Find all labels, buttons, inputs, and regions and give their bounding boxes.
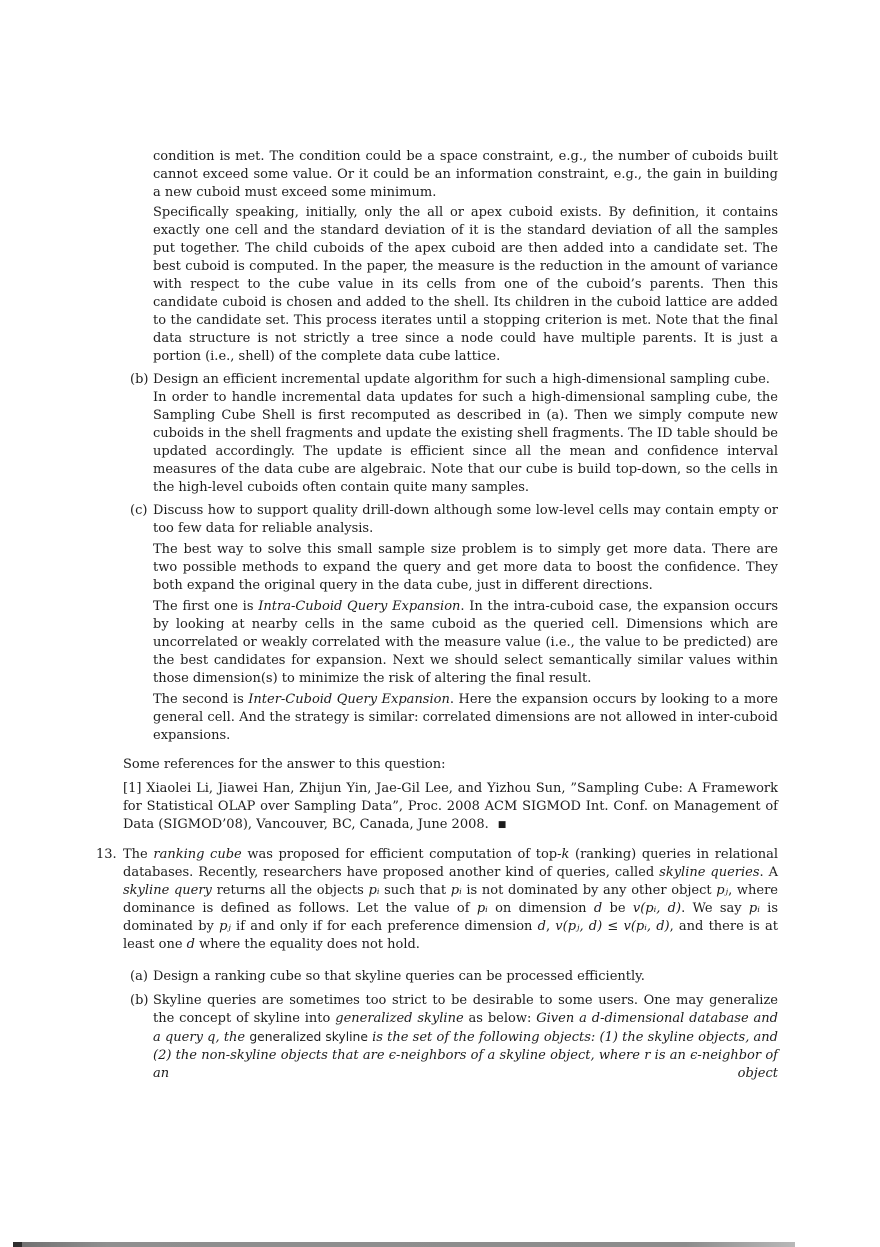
text-run: returns all the objects (211, 883, 369, 898)
math-run: v(pⱼ, d) ≤ v(pᵢ, d) (555, 919, 670, 934)
page-edge-bar (13, 1242, 795, 1247)
subitem-13b-text (153, 992, 778, 1083)
text-run: . We say (681, 901, 749, 916)
item-13-text (123, 846, 778, 954)
qed-marker: ■ (497, 820, 507, 830)
text-run: as below: (463, 1011, 537, 1026)
text-run: such that (379, 883, 451, 898)
text-run: The second is (153, 692, 249, 707)
reference-1 (123, 780, 778, 834)
subitem-b-question: Design an efficient incremental update algorithm for such a high-dimensional sampling cube. (153, 372, 770, 387)
text-run: , where dominance is defined as follows. Let the value of (123, 883, 778, 916)
text-run: be (602, 901, 633, 916)
text-run: The (123, 847, 154, 862)
text-run: , (545, 919, 556, 934)
text-run: . Here the expansion occurs by looking to a more general cell. And the strategy is similar: correlated dimensions are not allowed in inter-cuboid expansions. (153, 692, 778, 743)
text-run: The first one is (153, 599, 259, 614)
math-run: pⱼ (219, 919, 231, 934)
text-run-italic: k (561, 847, 570, 862)
text-run: if and only if for each preference dimension (230, 919, 538, 934)
text-run-italic: Given a d-dimensional database and a query q, the (153, 1011, 778, 1045)
text-run: is dominated by (123, 901, 779, 934)
subitem-13a (123, 968, 778, 986)
text-run-italic: skyline query (123, 883, 212, 898)
text-run-italic: generalized skyline (335, 1011, 464, 1026)
text-run: , and there is at least one (123, 919, 778, 952)
text-run-sans: generalized skyline (249, 1030, 368, 1044)
paragraph-continuation-1: condition is met. The condition could be a space constraint, e.g., the number of cuboids built cannot exceed some value. Or it could be an information constraint, e.g., the gain in building a new cuboid must exceed some minimum. (153, 149, 778, 200)
references-intro: Some references for the answer to this question: (123, 757, 446, 772)
math-run: pᵢ (368, 883, 380, 898)
text-run-italic: is the set of the following objects: (1) the skyline objects, and (2) the non-skyline objects that are ϵ-neighbors of a skyline object, where r is an ϵ-neighbor of an object (153, 1030, 778, 1081)
text-run-italic: Inter-Cuboid Query Expansion (248, 692, 450, 707)
page-edge-bar-tip (13, 1242, 22, 1247)
math-run: pᵢ (450, 883, 462, 898)
math-run: pᵢ (476, 901, 488, 916)
paragraph-continuation-2: Specifically speaking, initially, only the all or apex cuboid exists. By definition, it contains exactly one cell and the standard deviation of it is the standard deviation of all the samples put together. The child cuboids of the apex cuboid are then added into a candidate set. The best cuboid is computed. In the paper, the measure is the reduction in the amount of variance with respect to the cube value in its cells from one of the cuboid’s parents. Then this candidate cuboid is chosen and added to the shell. Its children in the cuboid lattice are added to the candidate set. This process iterates until a stopping criterion is met. Note that the final data structure is not strictly a tree since a node could have multiple parents. It is just a portion (i.e., shell) of the complete data cube lattice. (153, 205, 778, 364)
math-run: d (186, 937, 195, 952)
text-column (96, 148, 779, 1083)
subitem-b-answer: In order to handle incremental data updates for such a high-dimensional sampling cube, the Sampling Cube Shell is first recomputed as described in (a). Then we simply compute new cuboids in the shell fragments and update the existing shell fragments. The ID table should be updated accordingly. The update is efficient since all the mean and confidence interval measures of the data cube are algebraic. Note that our cube is build top-down, so the cells in the high-level cuboids often contain quite many samples. (153, 390, 778, 495)
subitem-b (123, 371, 778, 497)
subitem-c-answer-1: The best way to solve this small sample size problem is to simply get more data. There are two possible methods to expand the query and get more data to boost the confidence. They both expand the original query in the data cube, just in different directions. (153, 542, 778, 593)
item-label-13b: (b) (130, 993, 149, 1008)
text-run-italic: ranking cube (153, 847, 242, 862)
text-run: is not dominated by any other object (461, 883, 717, 898)
text-run-italic: skyline queries (659, 865, 760, 880)
text-run: . In the intra-cuboid case, the expansion occurs by looking at nearby cells in the same cuboid as the queried cell. Dimensions which are uncorrelated or weakly correlated with the measure value (i.e., the value to be predicted) are the best candidates for expansion. Next we should select semantically similar values within those dimension(s) to minimize the risk of altering the final result. (153, 599, 778, 686)
text-run: where the equality does not hold. (194, 937, 420, 952)
text-run-italic: Intra-Cuboid Query Expansion (258, 599, 461, 614)
subitem-c-answer-3 (153, 691, 778, 745)
continuation-block (153, 148, 778, 366)
item-label-c: (c) (130, 503, 148, 518)
math-run: d (593, 901, 603, 916)
text-run: Skyline queries are sometimes too strict to be desirable to some users. One may generalize the concept of skyline into (153, 993, 778, 1026)
text-run: on dimension (487, 901, 594, 916)
item-13 (96, 846, 779, 1083)
subitem-13a-text: Design a ranking cube so that skyline queries can be processed efficiently. (153, 969, 645, 984)
item-label-13a: (a) (130, 969, 148, 984)
subitem-13b (123, 992, 778, 1083)
item-label-b: (b) (130, 372, 149, 387)
subitem-c-question: Discuss how to support quality drill-down although some low-level cells may contain empty or too few data for reliable analysis. (153, 503, 778, 536)
math-run: d (537, 919, 546, 934)
subitem-c (123, 502, 778, 745)
text-run: was proposed for efficient computation of top- (241, 847, 562, 862)
subitem-c-answer-2 (153, 598, 778, 688)
math-run: pⱼ (716, 883, 729, 898)
text-run: (ranking) queries in relational databases. Recently, researchers have proposed another kind of queries, called (123, 847, 779, 880)
math-run: pᵢ (748, 901, 760, 916)
reference-1-text: [1] Xiaolei Li, Jiawei Han, Zhijun Yin, Jae-Gil Lee, and Yizhou Sun, ”Sampling Cube: A Framework for Statistical OLAP over Sampling Data”, Proc. 2008 ACM SIGMOD Int. Conf. on Management of Data (SIGMOD’08), Vancouver, BC, Canada, June 2008. (123, 781, 778, 832)
item-label-13: 13. (96, 847, 117, 862)
math-run: v(pᵢ, d) (632, 901, 682, 916)
text-run: . A (759, 865, 779, 880)
